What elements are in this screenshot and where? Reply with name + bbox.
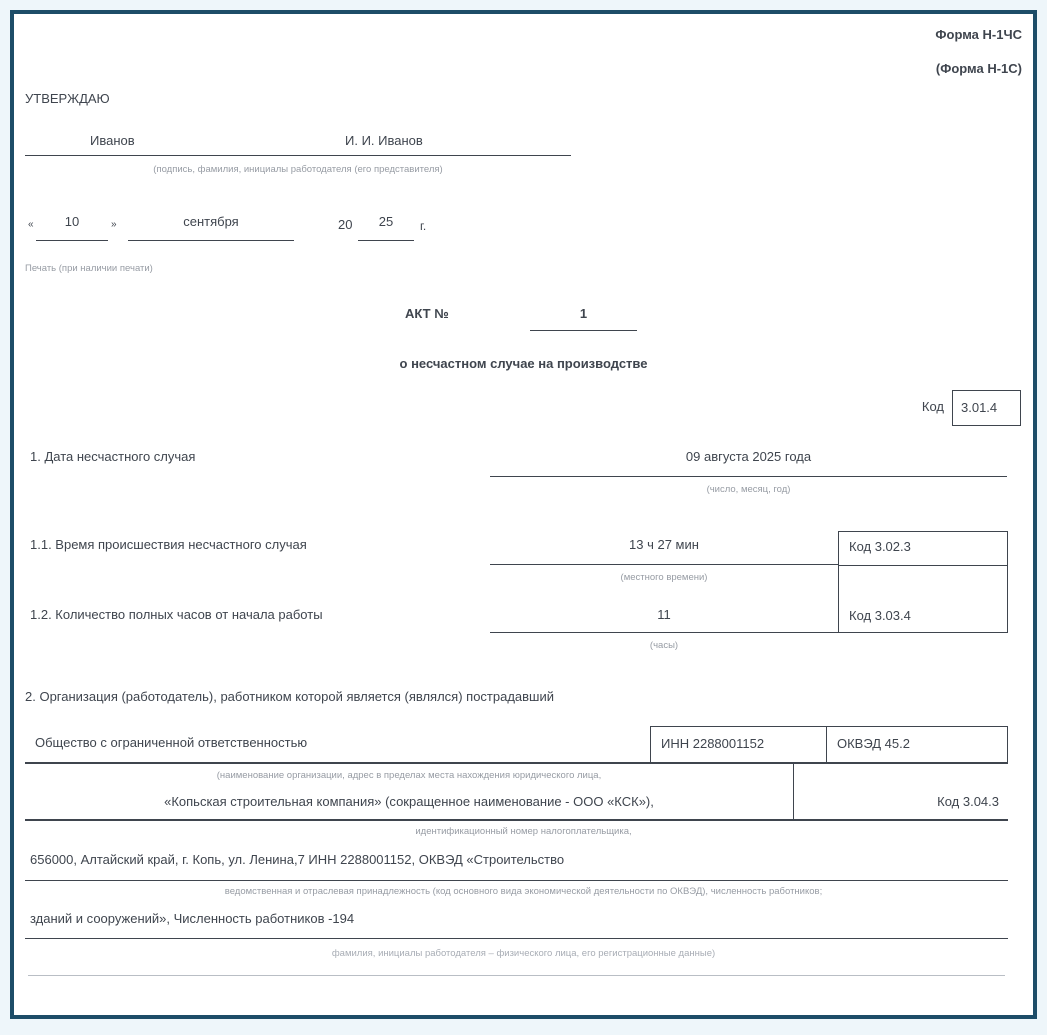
employer-caption: фамилия, инициалы работодателя – физического лица, его регистрационные данные) — [331, 948, 716, 959]
form-code-subtitle: (Форма Н-1С) — [935, 61, 1022, 76]
date-close-quote: » — [111, 219, 117, 230]
signature-line — [25, 126, 571, 156]
inn-cell: ИНН 2288001152 — [651, 727, 827, 762]
inn-caption: идентификационный номер налогоплательщика, — [415, 826, 632, 837]
act-subtitle: о несчастном случае на производстве — [399, 356, 648, 371]
section1-2-label: 1.2. Количество полных часов от начала работы — [30, 607, 323, 622]
industry-caption: ведомственная и отраслевая принадлежность (код основного вида экономической деятельности по ОКВЭД), численность работников; — [224, 886, 823, 897]
document-page — [10, 10, 1037, 1019]
code-value-box: 3.01.4 — [952, 390, 1021, 426]
section1-2-value-field: 11 — [490, 603, 838, 633]
section1-1-label: 1.1. Время происшествия несчастного случая — [30, 537, 307, 552]
org-name-cell — [25, 764, 793, 819]
okved-cell: ОКВЭД 45.2 — [837, 736, 910, 751]
act-number-field: 1 — [530, 302, 637, 331]
date-year-suffix: г. — [420, 219, 427, 233]
section1-value-field: 09 августа 2025 года — [490, 445, 1007, 477]
org-address-line2: зданий и сооружений», Численность работников -194 — [30, 911, 355, 926]
section1-1-value-field: 13 ч 27 мин — [490, 533, 838, 565]
section1-label: 1. Дата несчастного случая — [30, 449, 196, 464]
date-year-field: 25 — [358, 214, 414, 241]
date-month-field: сентября — [128, 214, 294, 241]
code-column — [838, 531, 1008, 633]
form-code-title: Форма Н-1ЧС — [935, 27, 1022, 42]
seal-note: Печать (при наличии печати) — [25, 263, 153, 274]
section1-1-code-cell: Код 3.02.3 — [839, 532, 1007, 566]
code-label: Код — [921, 399, 944, 414]
section1-2-code-cell: Код 3.03.4 — [849, 608, 911, 623]
org-name-text: «Копьская строительная компания» (сокращенное наименование - ООО «КСК»), — [164, 794, 654, 809]
section1-caption: (число, месяц, год) — [706, 484, 791, 495]
signature-initials: И. И. Иванов — [345, 133, 423, 148]
act-title: АКТ № — [405, 306, 449, 321]
org-address-line1: 656000, Алтайский край, г. Копь, ул. Ленина,7 ИНН 2288001152, ОКВЭД «Строительство — [30, 852, 565, 867]
divider-line — [25, 880, 1008, 881]
approve-label: УТВЕРЖДАЮ — [25, 91, 110, 106]
signature-caption: (подпись, фамилия, инициалы работодателя (его представителя) — [153, 164, 443, 175]
org-type-text: Общество с ограниченной ответственностью — [35, 735, 308, 750]
section2-label: 2. Организация (работодатель), работником которой является (являлся) пострадавший — [25, 689, 555, 704]
date-century: 20 — [338, 217, 353, 232]
signature-surname: Иванов — [90, 133, 135, 148]
footer-divider-line — [28, 975, 1005, 976]
org-name-block — [25, 762, 1008, 821]
org-code-cell — [793, 764, 1008, 819]
org-name-caption: (наименование организации, адрес в пределах места нахождения юридического лица, — [216, 770, 602, 781]
divider-line — [25, 938, 1008, 939]
section1-2-caption: (часы) — [649, 640, 679, 651]
section1-1-caption: (местного времени) — [620, 572, 708, 583]
date-day-field: 10 — [36, 214, 108, 241]
org-codes-row — [650, 726, 1008, 763]
date-open-quote: « — [28, 219, 34, 230]
org-code-text: Код 3.04.3 — [937, 794, 999, 809]
